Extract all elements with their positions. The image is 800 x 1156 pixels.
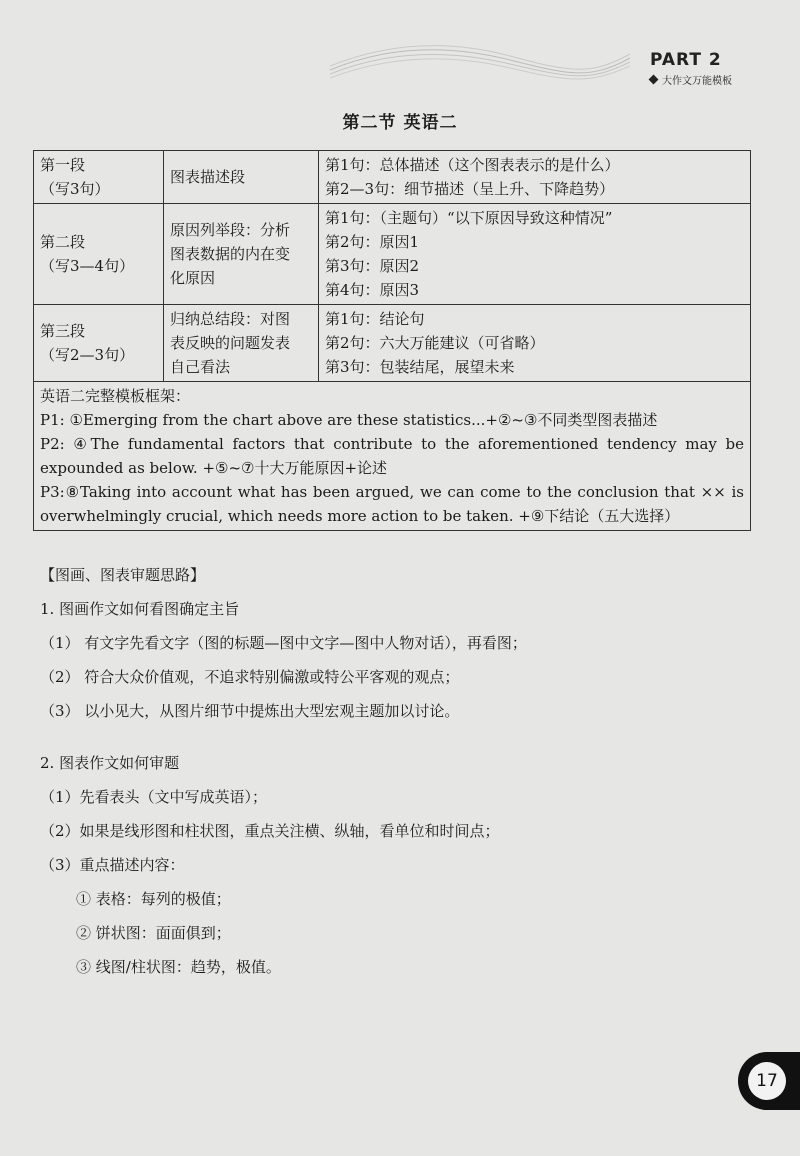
paragraph-cell <box>34 204 164 305</box>
sub-list-item: ① 表格：每列的极值； <box>76 890 231 908</box>
spacer <box>40 735 755 753</box>
guide-heading: 【图画、图表审题思路】 <box>40 566 206 584</box>
description-line: 化原因 <box>170 269 216 287</box>
section-2-title: 2. 图表作文如何审题 <box>40 754 180 772</box>
list-item: （1）先看表头（文中写成英语）； <box>40 788 268 806</box>
part-title: PART 2 <box>650 50 722 70</box>
framework-row <box>34 382 751 531</box>
list-item: （1） 有文字先看文字（图的标题—图中文字—图中人物对话），再看图； <box>40 634 527 652</box>
sub-list-item: ③ 线图/柱状图：趋势，极值。 <box>76 958 281 976</box>
description-line: 归纳总结段：对图 <box>170 310 291 328</box>
page-number-tab <box>738 1052 800 1110</box>
description-line: 自己看法 <box>170 358 231 376</box>
sentences-cell <box>319 151 751 204</box>
part-subtitle <box>650 72 732 87</box>
header-wave-decoration <box>330 40 630 90</box>
paragraph-label: 第一段 <box>40 156 86 174</box>
review-guide <box>40 565 755 991</box>
paragraph-cell <box>34 305 164 382</box>
sentences-cell <box>319 305 751 382</box>
paragraph-count: （写2—3句） <box>40 346 135 364</box>
list-item: （3） 以小见大，从图片细节中提炼出大型宏观主题加以讨论。 <box>40 702 460 720</box>
list-item: （2） 符合大众价值观，不追求特别偏激或特公平客观的观点； <box>40 668 460 686</box>
description-line: 表反映的问题发表 <box>170 334 291 352</box>
paragraph-cell <box>34 151 164 204</box>
paragraph-label: 第三段 <box>40 322 86 340</box>
description-line: 原因列举段：分析 <box>170 221 291 239</box>
sentence-line: 第2—3句：细节描述（呈上升、下降趋势） <box>325 180 615 198</box>
template-table <box>33 150 751 531</box>
framework-p3: P3:⑧Taking into account what has been argued, we can come to the conclusion that ×× is overwhelmingly crucial, which needs more action to be taken. +⑨下结论（五大选择） <box>40 483 744 525</box>
framework-p2: P2: ④The fundamental factors that contribute to the aforementioned tendency may be expounded as below. +⑤~⑦十大万能原因+论述 <box>40 435 744 477</box>
description-cell <box>164 204 319 305</box>
sentences-cell <box>319 204 751 305</box>
sentence-line: 第2句：六大万能建议（可省略） <box>325 334 545 352</box>
framework-cell <box>34 382 751 531</box>
paragraph-label: 第二段 <box>40 233 86 251</box>
table-row <box>34 151 751 204</box>
framework-title: 英语二完整模板框架： <box>40 387 191 405</box>
sentence-line: 第1句：（主题句）“以下原因导致这种情况” <box>325 209 613 227</box>
list-item: （2）如果是线形图和柱状图，重点关注横、纵轴，看单位和时间点； <box>40 822 500 840</box>
section-1-title: 1. 图画作文如何看图确定主旨 <box>40 600 240 618</box>
sentence-line: 第1句：结论句 <box>325 310 425 328</box>
paragraph-count: （写3—4句） <box>40 257 135 275</box>
framework-p1: P1: ①Emerging from the chart above are these statistics...+②~③不同类型图表描述 <box>40 411 658 429</box>
sub-list-item: ② 饼状图：面面俱到； <box>76 924 231 942</box>
part-subtitle-text: 大作文万能模板 <box>662 76 732 87</box>
description-cell <box>164 151 319 204</box>
sentence-line: 第3句：原因2 <box>325 257 420 275</box>
description-cell <box>164 305 319 382</box>
part-header <box>650 50 732 87</box>
section-title: 第二节 英语二 <box>342 113 458 133</box>
page-number: 17 <box>748 1062 786 1100</box>
sentence-line: 第2句：原因1 <box>325 233 420 251</box>
list-item: （3）重点描述内容： <box>40 856 185 874</box>
paragraph-count: （写3句） <box>40 180 110 198</box>
table-row <box>34 204 751 305</box>
sentence-line: 第3句：包装结尾，展望未来 <box>325 358 515 376</box>
sentence-line: 第1句：总体描述（这个图表表示的是什么） <box>325 156 620 174</box>
description-line: 图表数据的内在变 <box>170 245 291 263</box>
diamond-icon <box>649 75 659 85</box>
table-row <box>34 305 751 382</box>
sentence-line: 第4句：原因3 <box>325 281 420 299</box>
description-line: 图表描述段 <box>170 168 246 186</box>
